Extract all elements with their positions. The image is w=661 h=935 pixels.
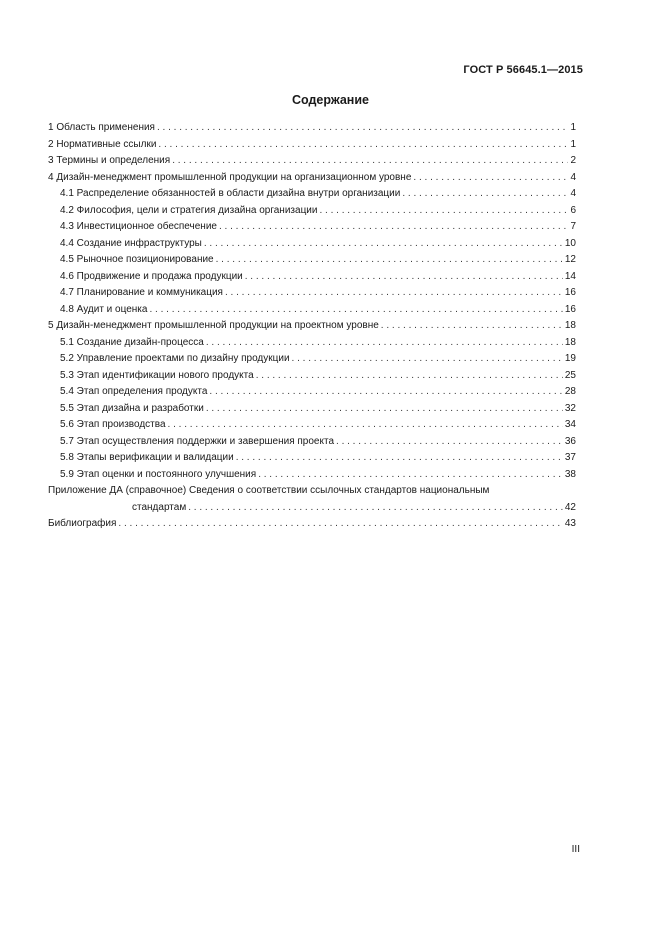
toc-entry-text: 4 Дизайн-менеджмент промышленной продукции на организационном уровне bbox=[48, 171, 412, 183]
toc-leader-dots bbox=[188, 500, 563, 517]
toc-leader-dots bbox=[206, 401, 563, 418]
toc-entry-text: 5 Дизайн-менеджмент промышленной продукции на проектном уровне bbox=[48, 320, 379, 331]
toc-page-number: 19 bbox=[564, 353, 576, 364]
toc-leader-dots bbox=[216, 252, 563, 269]
toc-entry-text: 5.1 Создание дизайн-процесса bbox=[60, 336, 204, 348]
toc-leader-dots bbox=[256, 368, 563, 385]
toc-entry-text: Библиография bbox=[48, 518, 117, 529]
toc-leader-dots bbox=[219, 219, 568, 236]
toc-leader-dots bbox=[381, 318, 563, 335]
toc-leader-dots bbox=[245, 269, 563, 286]
toc-entry[interactable] bbox=[48, 467, 576, 484]
toc-entry[interactable] bbox=[48, 318, 576, 335]
toc-entry-text: 4.7 Планирование и коммуникация bbox=[60, 287, 223, 298]
toc-entry-text: 4.5 Рыночное позиционирование bbox=[60, 254, 214, 265]
toc-page-number: 4 bbox=[570, 171, 576, 183]
toc-entry-text: 4.6 Продвижение и продажа продукции bbox=[60, 270, 243, 282]
toc-entries bbox=[48, 120, 576, 483]
toc-leader-dots bbox=[319, 203, 568, 220]
page-title: Содержание bbox=[291, 93, 369, 107]
toc-leader-dots bbox=[402, 186, 568, 203]
toc-leader-dots bbox=[258, 467, 563, 484]
toc-entry[interactable] bbox=[48, 236, 576, 253]
toc-page-number: 28 bbox=[564, 386, 576, 397]
toc-page-number: 16 bbox=[564, 287, 576, 298]
toc-page-number: 14 bbox=[564, 270, 576, 282]
standard-code: ГОСТ Р 56645.1—2015 bbox=[463, 64, 583, 76]
toc-page-number: 42 bbox=[564, 501, 576, 513]
toc-leader-dots bbox=[209, 384, 562, 401]
toc-page-number: 18 bbox=[564, 336, 576, 348]
toc-entry[interactable] bbox=[48, 170, 576, 187]
toc-page-number: 2 bbox=[570, 155, 576, 166]
toc-entry[interactable] bbox=[48, 401, 576, 418]
toc-leader-dots bbox=[118, 516, 562, 533]
toc-page-number: 1 bbox=[570, 138, 576, 150]
toc-entry-text: 5.9 Этап оценки и постоянного улучшения bbox=[60, 468, 257, 480]
toc-entry-text: 5.8 Этапы верификации и валидации bbox=[60, 452, 234, 463]
toc-entry[interactable] bbox=[48, 417, 576, 434]
toc-page-number: 37 bbox=[564, 452, 576, 463]
toc-entry[interactable] bbox=[48, 269, 576, 286]
toc-page-number: 1 bbox=[570, 122, 576, 133]
table-of-contents bbox=[48, 120, 576, 533]
toc-entry-text: 5.2 Управление проектами по дизайну продукции bbox=[60, 353, 290, 364]
toc-leader-dots bbox=[149, 302, 562, 319]
toc-entry-text: 4.1 Распределение обязанностей в области дизайна внутри организации bbox=[60, 188, 401, 199]
toc-entry[interactable] bbox=[48, 351, 576, 368]
toc-entry-text: 5.5 Этап дизайна и разработки bbox=[60, 402, 204, 414]
toc-annex-title: Приложение ДА (справочное) Сведения о соответствии ссылочных стандартов национальным bbox=[48, 485, 490, 496]
page-number: III bbox=[571, 844, 580, 855]
toc-entry[interactable] bbox=[48, 252, 576, 269]
toc-entry-text: 5.4 Этап определения продукта bbox=[60, 386, 208, 397]
toc-entry-text: 1 Область применения bbox=[48, 122, 155, 133]
toc-entry[interactable] bbox=[48, 120, 576, 137]
toc-entry-text: 4.2 Философия, цели и стратегия дизайна организации bbox=[60, 204, 318, 216]
toc-page-number: 6 bbox=[570, 204, 576, 216]
toc-leader-dots bbox=[292, 351, 563, 368]
toc-entry[interactable] bbox=[48, 450, 576, 467]
toc-page-number: 25 bbox=[564, 369, 576, 381]
toc-entry[interactable] bbox=[48, 153, 576, 170]
toc-leader-dots bbox=[172, 153, 568, 170]
toc-entry[interactable] bbox=[48, 219, 576, 236]
toc-leader-dots bbox=[168, 417, 563, 434]
toc-annex-entry[interactable] bbox=[48, 483, 576, 516]
toc-entry-text: 5.3 Этап идентификации нового продукта bbox=[60, 369, 254, 381]
toc-entry[interactable] bbox=[48, 186, 576, 203]
toc-leader-dots bbox=[236, 450, 563, 467]
toc-page-number: 7 bbox=[570, 221, 576, 232]
toc-leader-dots bbox=[336, 434, 563, 451]
toc-entry-text: 2 Нормативные ссылки bbox=[48, 138, 157, 150]
toc-page-number: 18 bbox=[564, 320, 576, 331]
toc-leader-dots bbox=[204, 236, 563, 253]
toc-page-number: 12 bbox=[564, 254, 576, 265]
toc-bibliography-entry[interactable] bbox=[48, 516, 576, 533]
toc-page-number: 4 bbox=[570, 188, 576, 199]
toc-page-number: 34 bbox=[564, 419, 576, 430]
toc-page-number: 16 bbox=[564, 303, 576, 315]
toc-entry-text: 3 Термины и определения bbox=[48, 155, 171, 166]
toc-entry-text: 4.8 Аудит и оценка bbox=[60, 303, 148, 315]
toc-leader-dots bbox=[157, 120, 568, 137]
toc-entry[interactable] bbox=[48, 384, 576, 401]
toc-leader-dots bbox=[225, 285, 563, 302]
toc-entry-text: стандартам bbox=[132, 501, 187, 513]
toc-page-number: 36 bbox=[564, 435, 576, 447]
toc-page-number: 10 bbox=[564, 237, 576, 249]
toc-entry[interactable] bbox=[48, 335, 576, 352]
toc-annex-continuation bbox=[48, 500, 576, 517]
toc-entry[interactable] bbox=[48, 368, 576, 385]
toc-entry-text: 4.4 Создание инфраструктуры bbox=[60, 237, 202, 249]
toc-entry[interactable] bbox=[48, 137, 576, 154]
toc-entry-text: 4.3 Инвестиционное обеспечение bbox=[60, 221, 217, 232]
toc-entry-text: 5.6 Этап производства bbox=[60, 419, 166, 430]
toc-page-number: 32 bbox=[564, 402, 576, 414]
toc-leader-dots bbox=[206, 335, 563, 352]
toc-entry[interactable] bbox=[48, 302, 576, 319]
toc-entry[interactable] bbox=[48, 434, 576, 451]
toc-page-number: 38 bbox=[564, 468, 576, 480]
toc-leader-dots bbox=[413, 170, 568, 187]
toc-entry[interactable] bbox=[48, 203, 576, 220]
toc-entry[interactable] bbox=[48, 285, 576, 302]
toc-leader-dots bbox=[158, 137, 568, 154]
toc-entry-text: 5.7 Этап осуществления поддержки и завершения проекта bbox=[60, 435, 335, 447]
toc-page-number: 43 bbox=[564, 518, 576, 529]
